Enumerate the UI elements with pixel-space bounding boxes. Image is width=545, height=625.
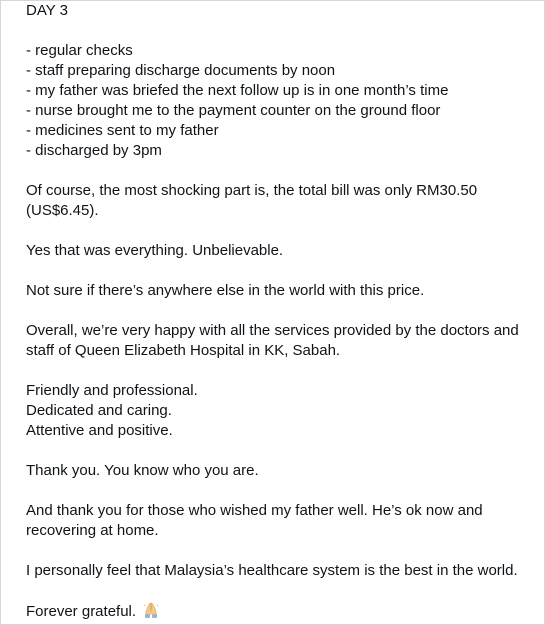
paragraph-gap: [26, 261, 541, 281]
paragraph-gap: [26, 581, 541, 601]
quality-line: Friendly and professional.: [26, 382, 198, 399]
grateful-text: Forever grateful.: [26, 603, 137, 620]
bill-text-line: Of course, the most shocking part is, the total bill was only RM30.50: [26, 182, 478, 199]
grateful-line: [26, 601, 541, 621]
healthcare-text: I personally feel that Malaysia’s healthcare system is the best in the world.: [26, 562, 518, 579]
checklist-item: - staff preparing discharge documents by noon: [26, 62, 336, 79]
checklist-item: - discharged by 3pm: [26, 142, 162, 159]
checklist-item: - nurse brought me to the payment counter on the ground floor: [26, 102, 441, 119]
post-text: [26, 1, 541, 621]
checklist-item: - regular checks: [26, 42, 133, 59]
folded-hands-icon: [142, 601, 160, 619]
day-heading: DAY 3: [26, 2, 68, 19]
everything-text: Yes that was everything. Unbelievable.: [26, 242, 284, 259]
overall-text-line: Overall, we’re very happy with all the services provided by the doctors and: [26, 322, 519, 339]
paragraph-gap: [26, 21, 541, 41]
bill-text-line: (US$6.45).: [26, 202, 99, 219]
paragraph-gap: [26, 161, 541, 181]
checklist-item: - medicines sent to my father: [26, 122, 219, 139]
overall-text-line: staff of Queen Elizabeth Hospital in KK, Sabah.: [26, 342, 341, 359]
thank-you-text: Thank you. You know who you are.: [26, 462, 259, 479]
paragraph-gap: [26, 541, 541, 561]
paragraph-gap: [26, 301, 541, 321]
quality-line: Attentive and positive.: [26, 422, 173, 439]
wished-text-line: And thank you for those who wished my father well. He’s ok now and: [26, 502, 483, 519]
paragraph-gap: [26, 361, 541, 381]
paragraph-gap: [26, 441, 541, 461]
quality-line: Dedicated and caring.: [26, 402, 172, 419]
checklist-item: - my father was briefed the next follow up is in one month’s time: [26, 82, 449, 99]
not-sure-text: Not sure if there’s anywhere else in the world with this price.: [26, 282, 425, 299]
wished-text-line: recovering at home.: [26, 522, 159, 539]
paragraph-gap: [26, 221, 541, 241]
paragraph-gap: [26, 481, 541, 501]
